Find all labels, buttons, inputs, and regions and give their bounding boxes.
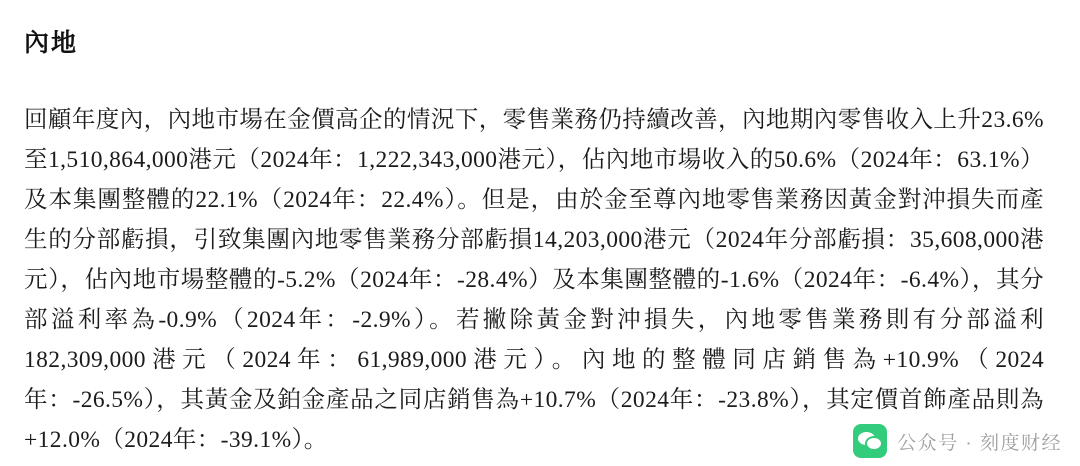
page-title: 內地	[24, 29, 79, 57]
watermark	[853, 424, 1062, 458]
body-paragraph: 回顧年度內，內地市場在金價高企的情況下，零售業務仍持續改善，內地期內零售收入上升23.6%至1,510,864,000港元（2024年：1,222,343,000港元），佔內地市場收入的50.6%（2024年：63.1%）及本集團整體的22.1%（2024年：22.4%）。但是，由於金至尊內地零售業務因黃金對沖損失而產生的分部虧損，引致集團內地零售業務分部虧損14,203,000港元（2024年分部虧損：35,608,000港元），佔內地市場整體的-5.2%（2024年：-28.4%）及本集團整體的-1.6%（2024年：-6.4%），其分部溢利率為-0.9%（2024年：-2.9%）。若撇除黃金對沖損失，內地零售業務則有分部溢利182,309,000港元（2024年：61,989,000港元）。內地的整體同店銷售為+10.9%（2024年：-26.5%），其黃金及鉑金產品之同店銷售為+10.7%（2024年：-23.8%），其定價首飾產品則為+12.0%（2024年：-39.1%）。	[24, 106, 1044, 453]
wechat-icon	[853, 424, 887, 458]
watermark-label: 公众号 · 刻度财经	[897, 432, 1062, 454]
